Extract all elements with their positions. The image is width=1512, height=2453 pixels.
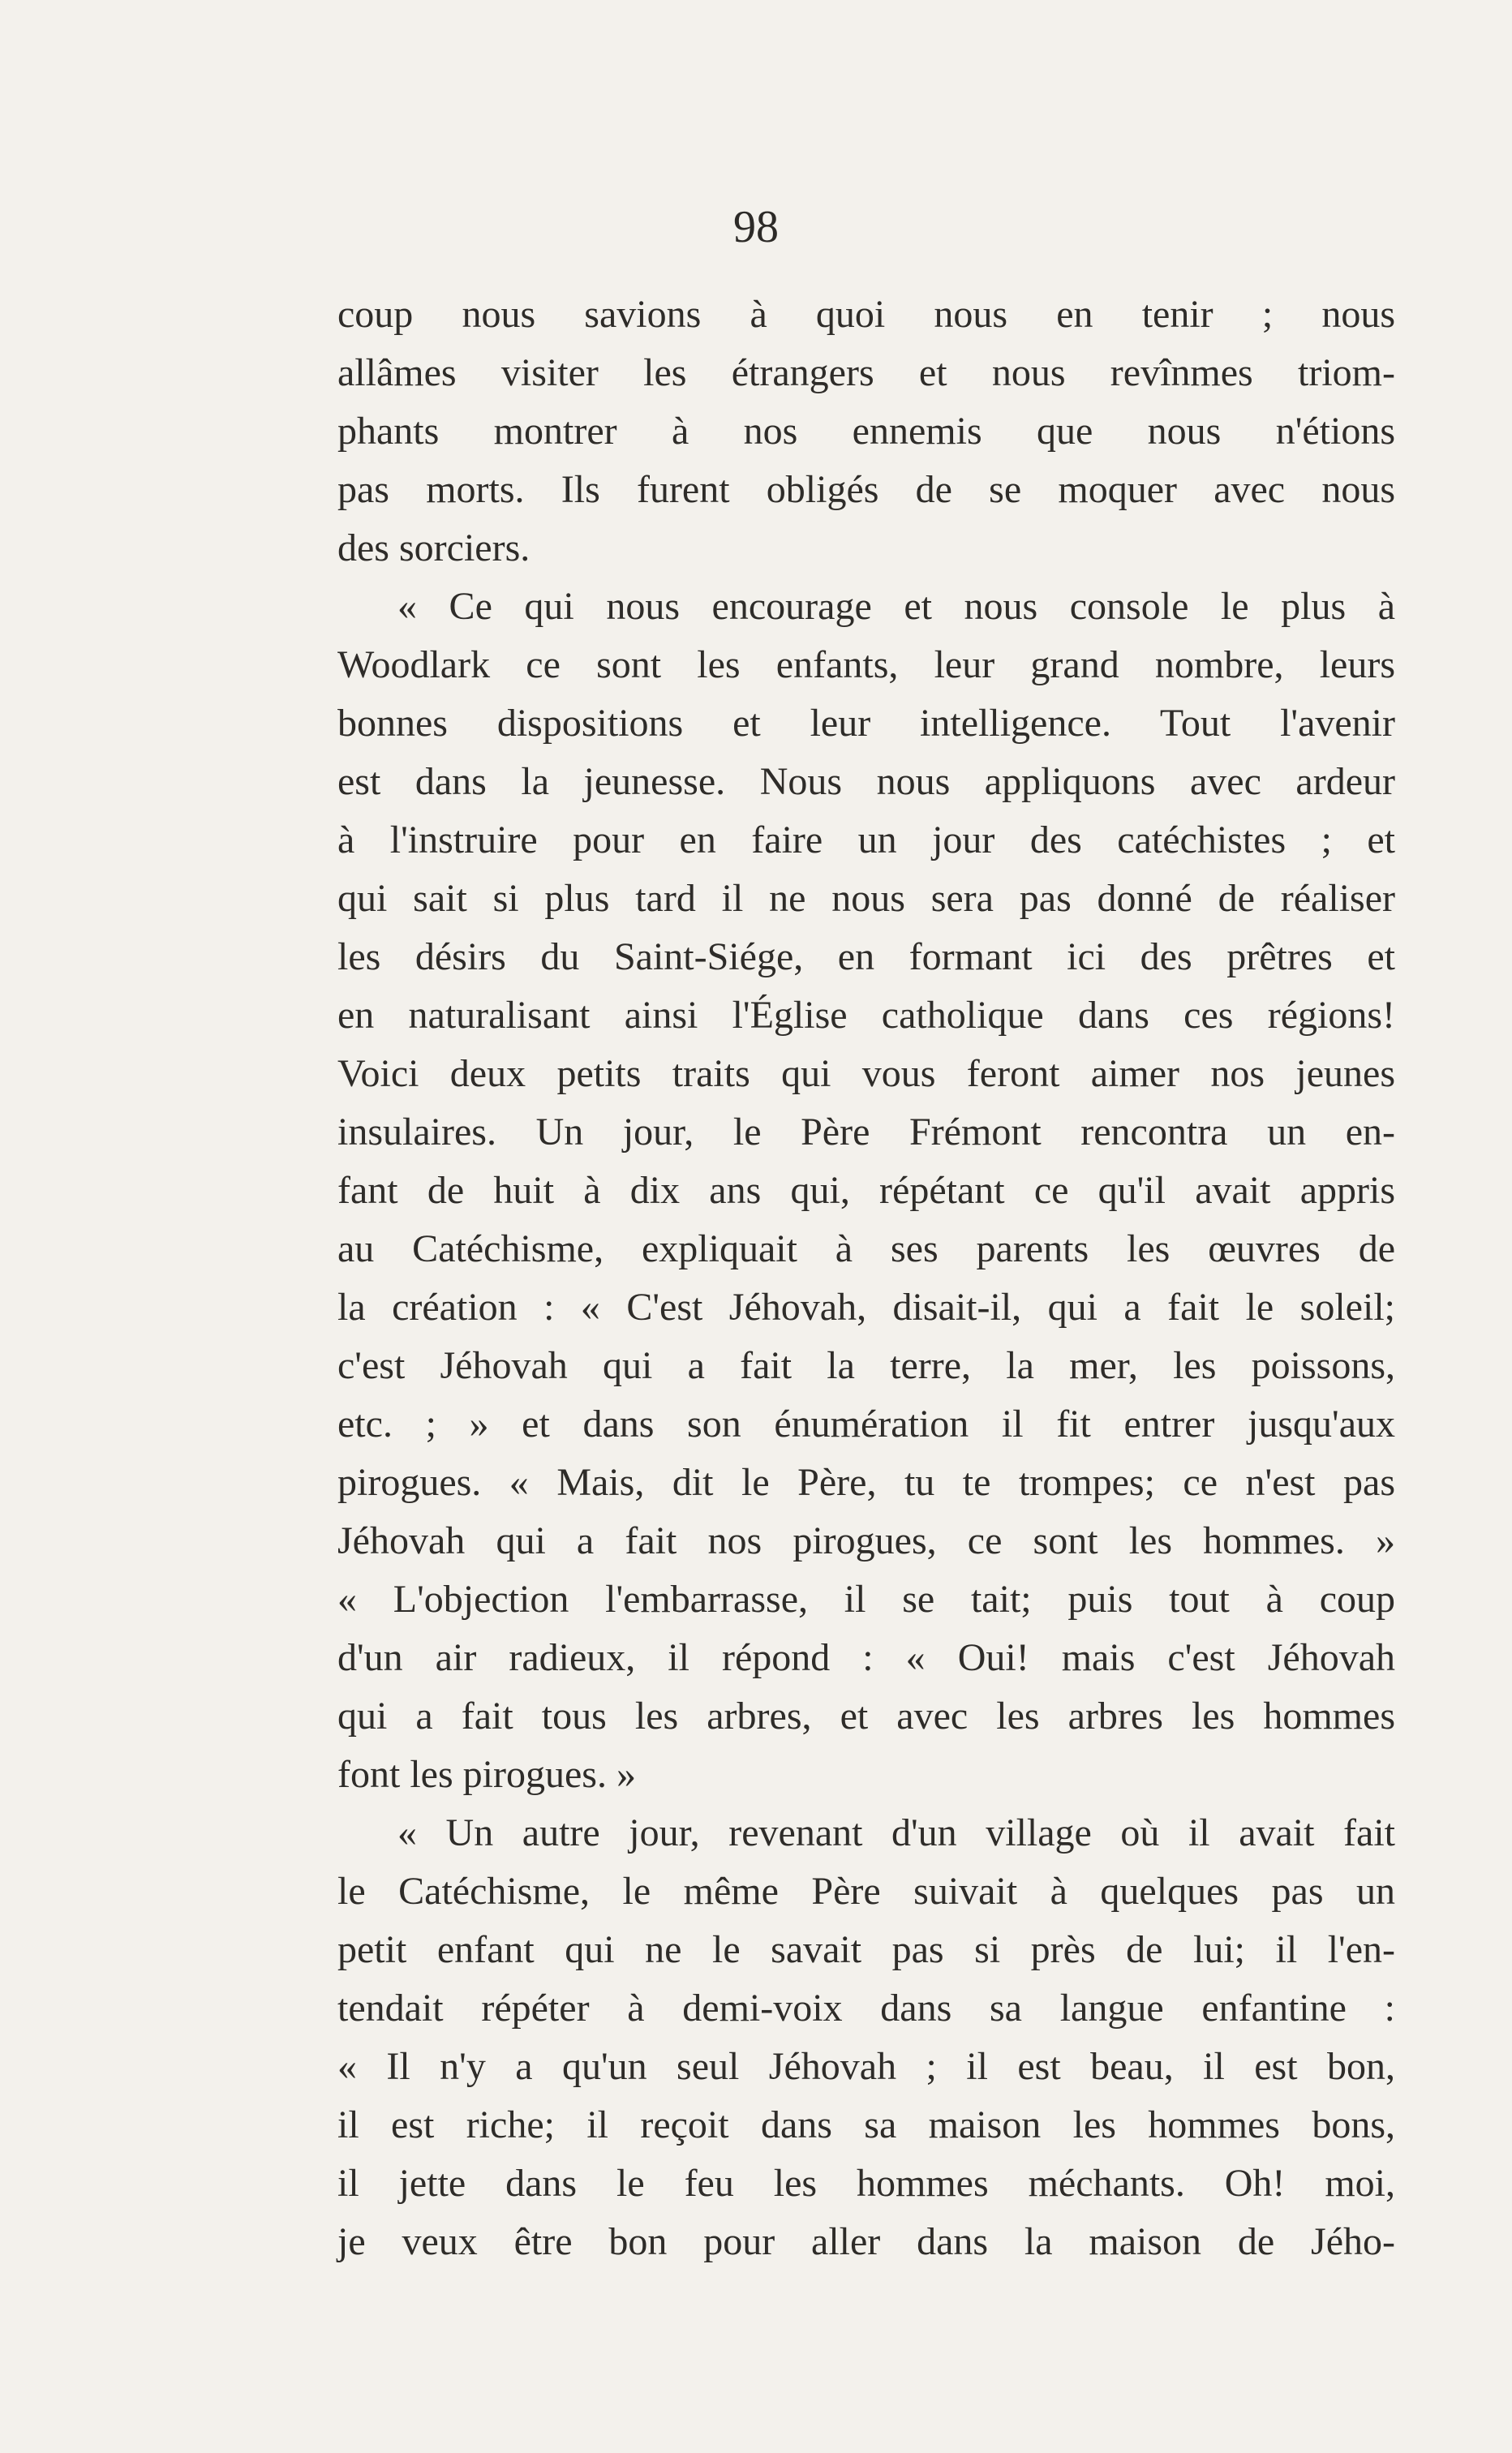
text-line: il est riche; il reçoit dans sa maison les hommes bons, bbox=[337, 2103, 1395, 2146]
text-line: « Ce qui nous encourage et nous console le plus à bbox=[397, 585, 1395, 628]
text-line: allâmes visiter les étrangers et nous revînmes triom- bbox=[337, 351, 1395, 394]
text-line: Woodlark ce sont les enfants, leur grand nombre, leurs bbox=[337, 643, 1395, 686]
text-line: coup nous savions à quoi nous en tenir ; nous bbox=[337, 293, 1395, 336]
text-line: à l'instruire pour en faire un jour des catéchistes ; et bbox=[337, 818, 1395, 861]
text-line: bonnes dispositions et leur intelligence. Tout l'avenir bbox=[337, 702, 1395, 745]
text-line: etc. ; » et dans son énumération il fit entrer jusqu'aux bbox=[337, 1403, 1395, 1446]
text-line: la création : « C'est Jéhovah, disait-il, qui a fait le soleil; bbox=[337, 1286, 1395, 1329]
text-line: insulaires. Un jour, le Père Frémont rencontra un en- bbox=[337, 1111, 1395, 1153]
text-line: fant de huit à dix ans qui, répétant ce qu'il avait appris bbox=[337, 1169, 1395, 1212]
text-line: en naturalisant ainsi l'Église catholique dans ces régions! bbox=[337, 994, 1395, 1037]
text-line: qui a fait tous les arbres, et avec les arbres les hommes bbox=[337, 1695, 1395, 1738]
text-line: est dans la jeunesse. Nous nous appliquons avec ardeur bbox=[337, 760, 1395, 803]
text-line: d'un air radieux, il répond : « Oui! mais c'est Jéhovah bbox=[337, 1636, 1395, 1679]
text-line: c'est Jéhovah qui a fait la terre, la mer, les poissons, bbox=[337, 1344, 1395, 1387]
body-text bbox=[337, 286, 1395, 2271]
text-line: pirogues. « Mais, dit le Père, tu te trompes; ce n'est pas bbox=[337, 1461, 1395, 1504]
text-line: le Catéchisme, le même Père suivait à quelques pas un bbox=[337, 1870, 1395, 1913]
text-line: font les pirogues. » bbox=[337, 1753, 636, 1796]
text-line: pas morts. Ils furent obligés de se moquer avec nous bbox=[337, 468, 1395, 511]
text-line: petit enfant qui ne le savait pas si près de lui; il l'en- bbox=[337, 1928, 1395, 1971]
page-number: 98 bbox=[733, 202, 779, 252]
text-line: il jette dans le feu les hommes méchants. Oh! moi, bbox=[337, 2162, 1395, 2205]
text-line: Jéhovah qui a fait nos pirogues, ce sont les hommes. » bbox=[337, 1519, 1395, 1562]
text-line: « Il n'y a qu'un seul Jéhovah ; il est beau, il est bon, bbox=[337, 2045, 1395, 2088]
text-line: « L'objection l'embarrasse, il se tait; puis tout à coup bbox=[337, 1578, 1395, 1621]
text-line: Voici deux petits traits qui vous feront aimer nos jeunes bbox=[337, 1052, 1395, 1095]
text-line: les désirs du Saint-Siége, en formant ici des prêtres et bbox=[337, 935, 1395, 978]
text-line: des sorciers. bbox=[337, 526, 530, 569]
text-line: tendait répéter à demi-voix dans sa langue enfantine : bbox=[337, 1987, 1395, 2030]
text-line: qui sait si plus tard il ne nous sera pas donné de réaliser bbox=[337, 877, 1395, 920]
text-line: « Un autre jour, revenant d'un village où il avait fait bbox=[397, 1811, 1395, 1854]
text-line: phants montrer à nos ennemis que nous n'étions bbox=[337, 410, 1395, 453]
text-line: je veux être bon pour aller dans la maison de Jého- bbox=[337, 2220, 1395, 2263]
text-line: au Catéchisme, expliquait à ses parents les œuvres de bbox=[337, 1227, 1395, 1270]
